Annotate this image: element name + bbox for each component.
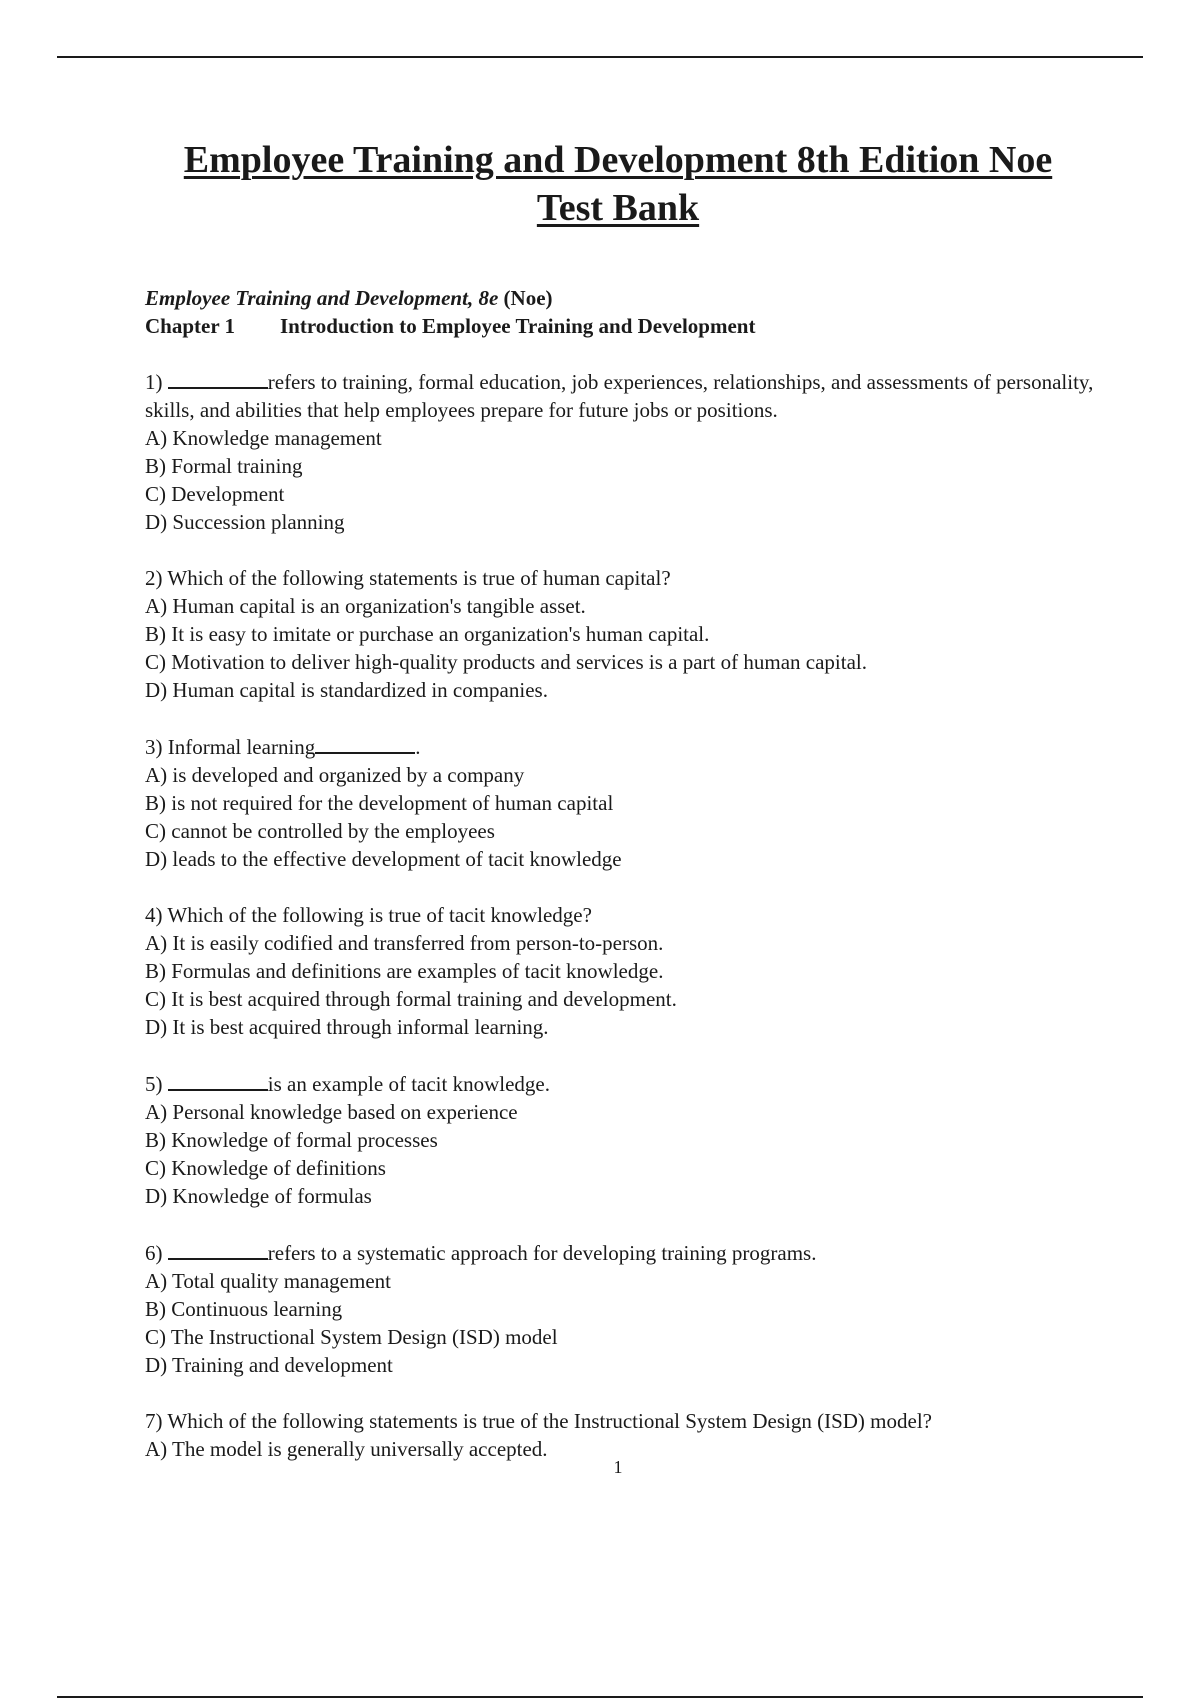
answer-option: D) Human capital is standardized in companies.	[145, 678, 548, 702]
question-stem	[145, 901, 1145, 929]
answer-option: B) Formal training	[145, 454, 303, 478]
question-text: Informal learning	[167, 735, 316, 759]
question-stem	[145, 1238, 1145, 1267]
bottom-rule	[57, 1696, 1143, 1698]
answer-option: D) Knowledge of formulas	[145, 1184, 372, 1208]
answer-option: B) is not required for the development of human capital	[145, 791, 614, 815]
question-stem	[145, 367, 1145, 424]
title-line-2: Test Bank	[536, 187, 700, 229]
question-3	[145, 732, 1145, 873]
question-number: 2)	[145, 566, 163, 590]
question-7	[145, 1407, 1145, 1463]
page-number: 1	[613, 1457, 623, 1477]
question-text: Which of the following is true of tacit knowledge?	[167, 903, 592, 927]
answer-blank	[168, 367, 268, 389]
chapter-title: Introduction to Employee Training and Development	[280, 314, 756, 338]
title-line-1: Employee Training and Development 8th Edition Noe	[183, 139, 1053, 181]
answer-option: D) Succession planning	[145, 510, 345, 534]
answer-option: D) leads to the effective development of tacit knowledge	[145, 847, 622, 871]
answer-blank	[315, 732, 415, 754]
document-title	[0, 136, 1200, 232]
question-4	[145, 901, 1145, 1041]
answer-option: B) Formulas and definitions are examples of tacit knowledge.	[145, 959, 664, 983]
question-1	[145, 367, 1145, 536]
answer-option: C) Knowledge of definitions	[145, 1156, 386, 1180]
question-text: Which of the following statements is true of the Instructional System Design (ISD) model?	[167, 1409, 932, 1433]
question-6	[145, 1238, 1145, 1379]
answer-option: B) Continuous learning	[145, 1297, 343, 1321]
answer-option: B) It is easy to imitate or purchase an organization's human capital.	[145, 622, 710, 646]
answer-blank	[168, 1069, 268, 1091]
question-stem	[145, 564, 1145, 592]
question-stem	[145, 1407, 1145, 1435]
chapter-heading	[145, 312, 1145, 340]
question-stem	[145, 1069, 1145, 1098]
question-text: Which of the following statements is true of human capital?	[167, 566, 671, 590]
answer-option: A) is developed and organized by a company	[145, 763, 525, 787]
question-5	[145, 1069, 1145, 1210]
question-number: 1)	[145, 370, 163, 394]
book-title: Employee Training and Development, 8e	[145, 286, 499, 310]
question-stem	[145, 732, 1145, 761]
answer-option: D) Training and development	[145, 1353, 393, 1377]
answer-option: C) Motivation to deliver high-quality products and services is a part of human capital.	[145, 650, 867, 674]
book-author: (Noe)	[503, 286, 553, 310]
answer-option: B) Knowledge of formal processes	[145, 1128, 438, 1152]
question-text: is an example of tacit knowledge.	[267, 1072, 550, 1096]
answer-blank	[168, 1238, 268, 1260]
answer-option: A) Total quality management	[145, 1269, 391, 1293]
answer-option: D) It is best acquired through informal learning.	[145, 1015, 549, 1039]
answer-option: C) It is best acquired through formal training and development.	[145, 987, 677, 1011]
question-number: 4)	[145, 903, 163, 927]
answer-option: A) The model is generally universally accepted.	[145, 1437, 548, 1461]
question-number: 5)	[145, 1072, 163, 1096]
question-2	[145, 564, 1145, 704]
question-number: 7)	[145, 1409, 163, 1433]
answer-option: C) Development	[145, 482, 285, 506]
question-text-end: .	[415, 735, 421, 759]
question-text: refers to a systematic approach for developing training programs.	[267, 1241, 817, 1265]
question-number: 3)	[145, 735, 163, 759]
question-text: refers to training, formal education, job experiences, relationships, and assessments of personality, skills, and abilities that help employees prepare for future jobs or positions.	[145, 370, 1094, 422]
answer-option: A) Human capital is an organization's tangible asset.	[145, 594, 586, 618]
answer-option: C) cannot be controlled by the employees	[145, 819, 495, 843]
chapter-number: Chapter 1	[145, 314, 236, 338]
test-bank-content	[145, 284, 1145, 1491]
answer-option: C) The Instructional System Design (ISD) model	[145, 1325, 558, 1349]
answer-option: A) It is easily codified and transferred from person-to-person.	[145, 931, 664, 955]
question-number: 6)	[145, 1241, 163, 1265]
book-line	[145, 284, 1145, 312]
answer-option: A) Personal knowledge based on experience	[145, 1100, 518, 1124]
answer-option: A) Knowledge management	[145, 426, 382, 450]
top-rule	[57, 56, 1143, 58]
